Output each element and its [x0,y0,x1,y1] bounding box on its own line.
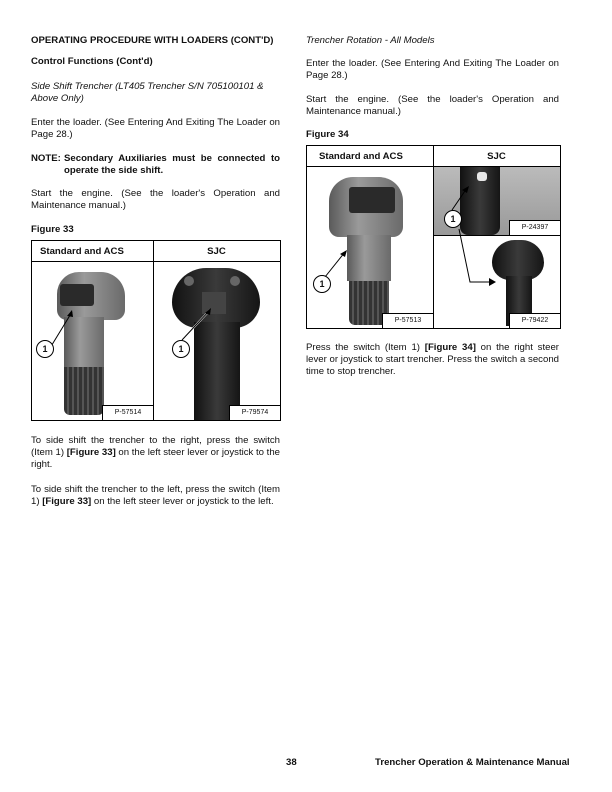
note [31,153,280,177]
figure-header-standard: Standard and ACS [32,241,153,262]
subheading: Control Functions (Cont'd) [31,56,153,67]
paragraph [31,484,280,508]
figure-header-sjc: SJC [153,241,280,262]
text: on the left steer lever or joystick to the right. [31,447,281,471]
figure-label: Figure 34 [306,129,349,140]
manual-title: Trencher Operation & Maintenance Manual [375,757,570,768]
page-number: 38 [286,757,297,768]
note-text: Secondary Auxiliaries must be connected to operate the side shift. [64,153,280,177]
figure-header-sjc: SJC [487,151,506,162]
paragraph: Start the engine. (See the loader's Operation and Maintenance manual.) [306,94,559,118]
text: on the right steer lever or joystick to start trencher. Press the switch a second time to stop trencher. [306,342,559,378]
figure-header-standard: Standard and ACS [307,146,433,167]
photo-id: P-79422 [509,313,560,328]
section-title-rotation: Trencher Rotation - All Models [306,35,435,46]
text: To side shift the trencher to the right, press the switch (Item 1) [31,435,280,459]
text: To side shift the trencher to the left, press the switch (Item 1) [31,484,280,508]
figure-33 [31,240,281,421]
paragraph [306,342,559,379]
text: on the left steer lever or joystick to the left. [91,496,274,508]
callout-1: 1 [313,275,331,293]
sjc-joystick-photo [154,262,280,420]
photo-id: P-57513 [382,313,433,328]
figure-label: Figure 33 [31,224,74,235]
callout-1: 1 [444,210,462,228]
callout-1: 1 [172,340,190,358]
figure-reference: [Figure 33] [66,447,116,459]
callout-1: 1 [36,340,54,358]
paragraph [31,435,280,472]
note-label: NOTE: [31,153,61,164]
figure-reference: [Figure 34] [424,342,476,353]
section-title-side-shift: Side Shift Trencher (LT405 Trencher S/N 705100101 & Above Only) [31,81,264,105]
page-heading: OPERATING PROCEDURE WITH LOADERS (CONT'D) [31,35,274,46]
text: Press the switch (Item 1) [306,342,425,353]
standard-joystick-photo [32,262,153,420]
paragraph: Enter the loader. (See Entering And Exiting The Loader on Page 28.) [306,58,559,82]
photo-id: P-79574 [229,405,280,420]
paragraph: Enter the loader. (See Entering And Exiting The Loader on Page 28.) [31,117,280,141]
figure-reference: [Figure 33] [42,496,92,508]
figure-34 [306,145,561,329]
photo-id: P-57514 [102,405,153,420]
photo-id: P-24397 [509,220,560,235]
paragraph: Start the engine. (See the loader's Operation and Maintenance manual.) [31,188,280,212]
